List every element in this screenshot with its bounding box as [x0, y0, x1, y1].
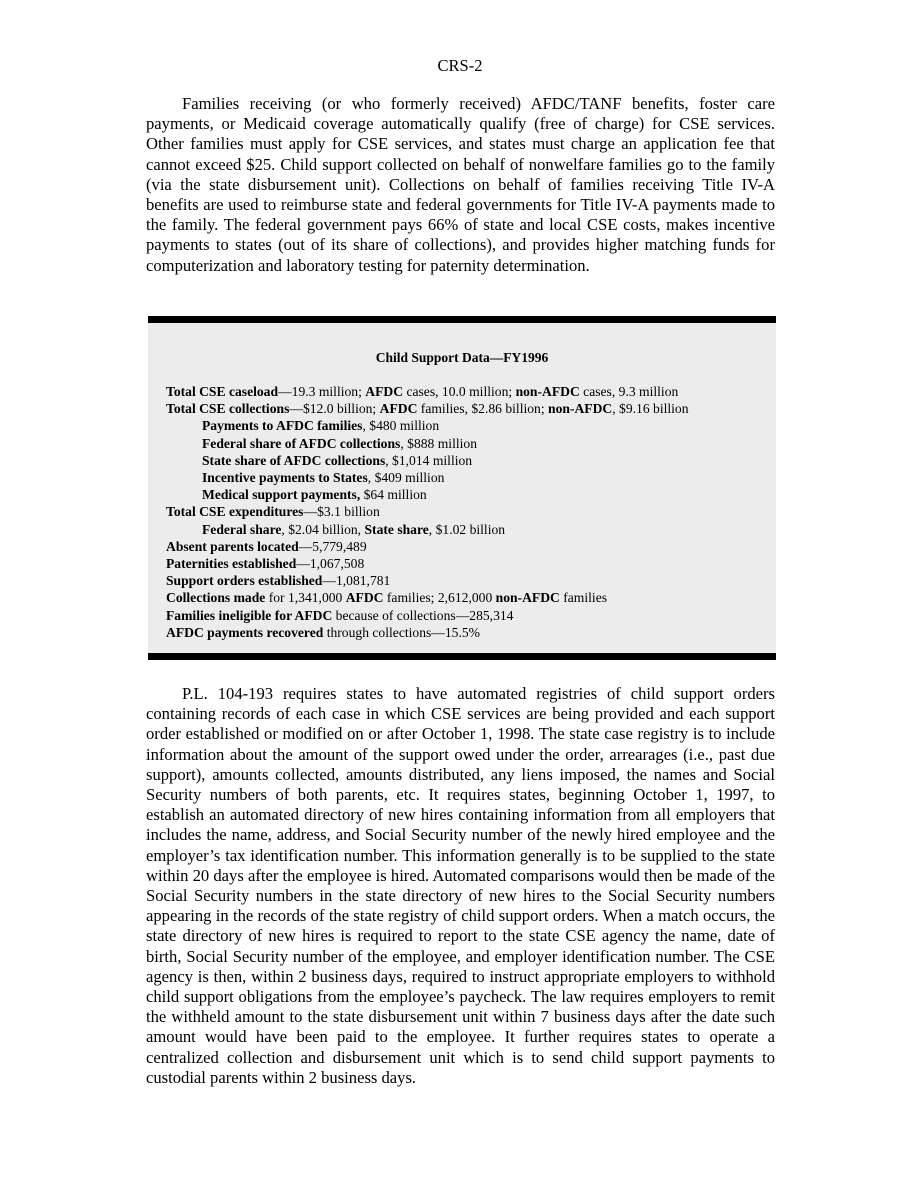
data-box-line-text: —1,067,508	[296, 556, 365, 572]
data-box-line	[166, 521, 766, 538]
data-box-line-label: non-AFDC	[515, 384, 580, 399]
data-box-line	[166, 572, 766, 589]
data-box-line-label: Total CSE collections	[166, 401, 290, 417]
data-box-line	[166, 624, 766, 641]
data-box-line-label: Support orders established	[166, 573, 323, 589]
data-box-line-label: State share	[364, 521, 429, 537]
data-box-line-label: non-AFDC	[495, 590, 560, 606]
data-box-line-text: families, $2.86 billion;	[417, 401, 549, 417]
data-box-line-label: Total CSE expenditures	[166, 504, 304, 520]
data-box-line-label: AFDC	[345, 590, 384, 606]
data-box-line	[166, 607, 766, 624]
data-box-line-text: cases, 9.3 million	[579, 384, 679, 399]
data-box-line	[166, 400, 766, 417]
data-box-line-text: —5,779,489	[298, 538, 367, 554]
data-box-line-label: Payments to AFDC families	[202, 418, 363, 434]
data-box-line-label: Federal share of AFDC collections	[202, 435, 401, 451]
data-box-line-text: , $1.02 billion	[428, 521, 506, 537]
data-box-line	[166, 538, 766, 555]
data-box-line	[166, 503, 766, 520]
data-box-line-label: non-AFDC	[548, 401, 613, 417]
data-box-line-text: , $480 million	[362, 418, 440, 434]
data-box-line-label: Incentive payments to States	[202, 470, 368, 486]
data-box-line-text: cases, 10.0 million;	[403, 384, 516, 399]
body-paragraph-2: P.L. 104-193 requires states to have automated registries of child support orders containing records of each case in which CSE services are being provided and each support order established or modified on or after October 1, 1998. The state case registry is to include information about the amount of the support owed under the order, arrearages (i.e., past due support), amounts collected, amounts distributed, any liens imposed, the names and Social Security numbers of both parents, etc. It requires states, beginning October 1, 1997, to establish an automated directory of new hires containing information from all employers that includes the name, address, and Social Security number of the newly hired employee and the employer’s tax identification number. This information generally is to be supplied to the state within 20 days after the employee is hired. Automated comparisons would then be made of the Social Security numbers in the state directory of new hires to the Social Security numbers appearing in the records of the state registry of child support orders. When a match occurs, the state directory of new hires is required to report to the state CSE agency the name, date of birth, Social Security number of the employee, and employer identification number. The CSE agency is then, within 2 business days, required to instruct appropriate employers to withhold child support obligations from the employee’s paycheck. The law requires employers to remit the withheld amount to the state disbursement unit within 7 business days after the date such amount would have been paid to the employee. It further requires states to operate a centralized collection and disbursement unit which is to send child support payments to custodial parents within 2 business days.	[146, 684, 775, 1087]
data-box-line-label: Federal share	[202, 521, 282, 537]
data-box-line-label: Families ineligible for AFDC	[166, 607, 333, 623]
data-box-lines	[166, 383, 766, 641]
data-box-line-text: , $409 million	[367, 470, 445, 486]
data-box-line-text: —$12.0 billion;	[289, 401, 380, 417]
data-box-line-text: , $2.04 billion,	[281, 521, 365, 537]
data-box-line-label: AFDC	[379, 401, 418, 417]
data-box-line-text: because of collections—285,314	[332, 607, 514, 623]
data-box-line-text: , $9.16 billion	[612, 401, 689, 417]
page-number-header: CRS-2	[437, 56, 483, 75]
data-box-line-text: $64 million	[360, 487, 427, 503]
data-box-line-label: AFDC payments recovered	[166, 624, 324, 640]
data-box-line-label: Paternities established	[166, 556, 297, 572]
body-paragraph-1: Families receiving (or who formerly received) AFDC/TANF benefits, foster care payments, or Medicaid coverage automatically qualify (free of charge) for CSE services. Other families must apply for CSE services, and states must charge an application fee that cannot exceed $25. Child support collected on behalf of nonwelfare families go to the family (via the state disbursement unit). Collections on behalf of families receiving Title IV-A benefits are used to reimburse state and federal governments for Title IV-A payments made to the family. The federal government pays 66% of state and local CSE costs, makes incentive payments to states (out of its share of collections), and provides higher matching funds for computerization and laboratory testing for paternity determination.	[146, 94, 775, 275]
data-box-line-label: Total CSE caseload	[166, 384, 279, 399]
data-box-line-label: Medical support payments,	[202, 487, 361, 503]
data-box-line-label: State share of AFDC collections	[202, 452, 386, 468]
data-box-line	[166, 589, 766, 606]
data-box-line	[166, 435, 766, 452]
data-box-line	[166, 383, 766, 400]
data-box-line-label: AFDC	[365, 384, 404, 399]
data-box-line	[166, 555, 766, 572]
data-box-line-text: , $888 million	[400, 435, 478, 451]
data-box-line-text: families	[559, 590, 608, 606]
data-box-line	[166, 469, 766, 486]
data-box-line	[166, 452, 766, 469]
data-box-line-text: for 1,341,000	[265, 590, 346, 606]
data-box-line	[166, 417, 766, 434]
data-box-line-label: Absent parents located	[166, 538, 299, 554]
data-box-title: Child Support Data—FY1996	[375, 350, 549, 365]
data-box-line-text: —19.3 million;	[278, 384, 366, 399]
data-box-line-text: families; 2,612,000	[383, 590, 496, 606]
data-box-line-label: Collections made	[166, 590, 266, 606]
data-box-line-text: —$3.1 billion	[303, 504, 380, 520]
data-box-line-text: through collections—15.5%	[323, 624, 480, 640]
data-box-line	[166, 486, 766, 503]
data-box-line-text: , $1,014 million	[385, 452, 473, 468]
child-support-data-box	[148, 316, 776, 660]
data-box-line-text: —1,081,781	[322, 573, 391, 589]
